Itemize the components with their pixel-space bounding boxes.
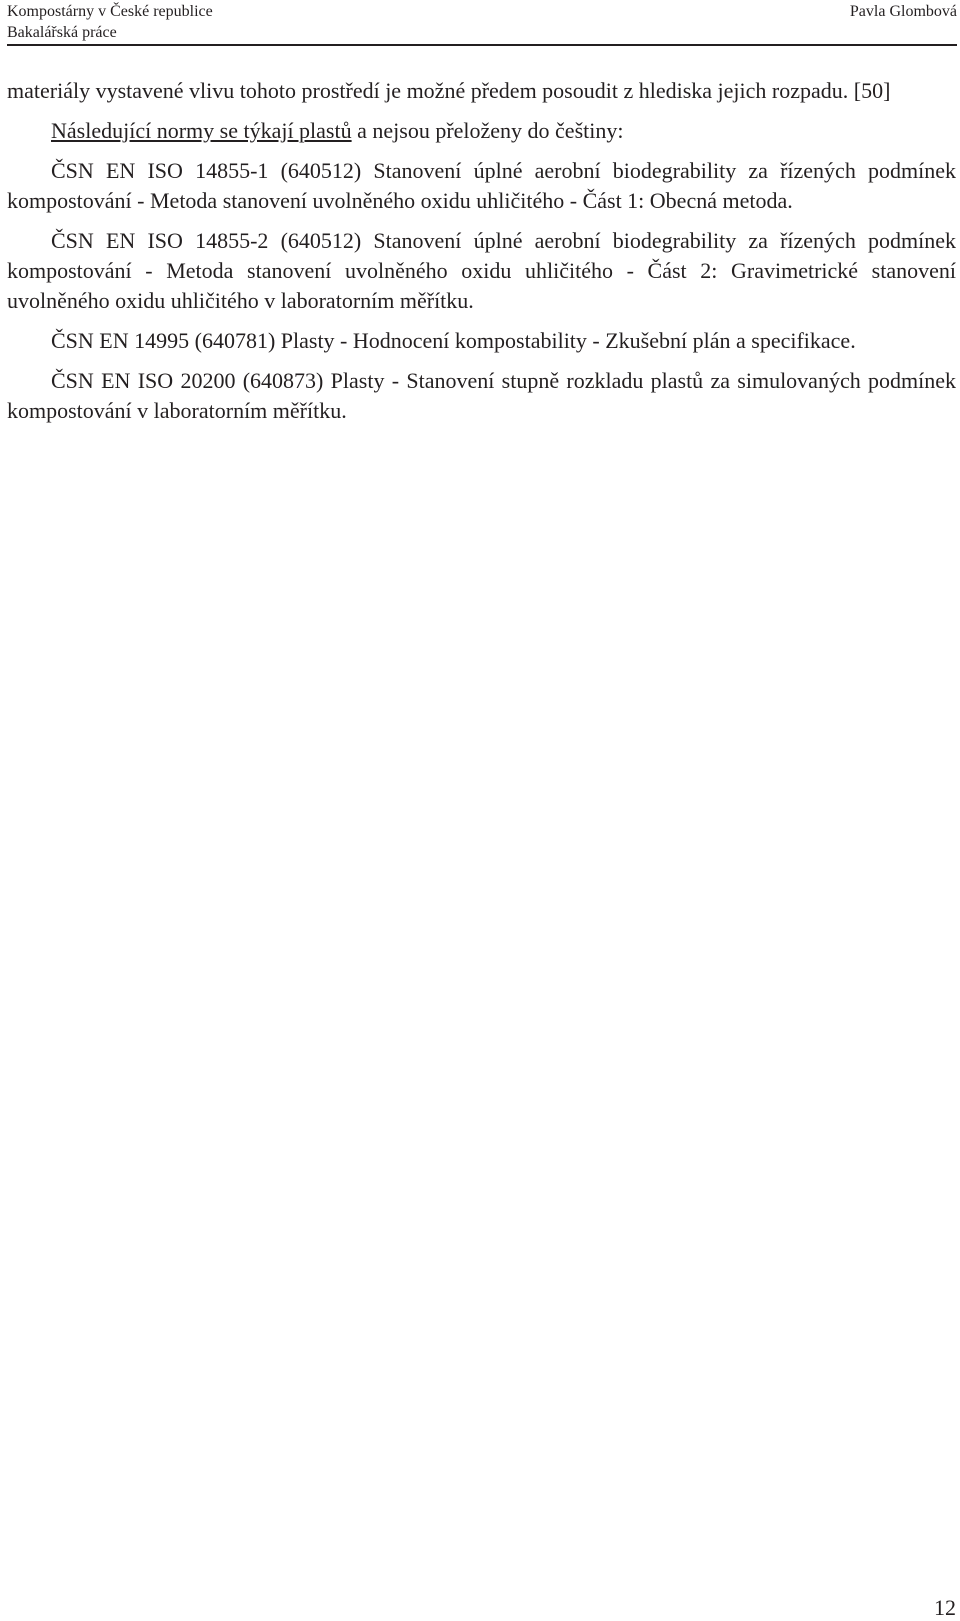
- header-title: Kompostárny v České republice: [7, 3, 213, 20]
- norm-20200: ČSN EN ISO 20200 (640873) Plasty - Stanovení stupně rozkladu plastů za simulovaných podmínek kompostování v laboratorním měřítku.: [7, 368, 956, 423]
- underlined-phrase: Následující normy se týkají plastů: [51, 118, 352, 143]
- norm-14855-2: ČSN EN ISO 14855-2 (640512) Stanovení úplné aerobní biodegrability za řízených podmínek kompostování - Metoda stanovení uvolněného oxidu uhličitého - Část 2: Gravimetrické stanovení uvolněného oxidu uhličitého v laboratorním měřítku.: [7, 228, 956, 313]
- page-header: [7, 2, 957, 46]
- paragraph-2: [7, 116, 956, 146]
- header-subtitle: Bakalářská práce: [7, 24, 117, 41]
- header-author: Pavla Glombová: [849, 3, 957, 20]
- norm-14855-1: ČSN EN ISO 14855-1 (640512) Stanovení úplné aerobní biodegrability za řízených podmínek kompostování - Metoda stanovení uvolněného oxidu uhličitého - Část 1: Obecná metoda.: [7, 158, 956, 213]
- norm-14995: ČSN EN 14995 (640781) Plasty - Hodnocení kompostability - Zkušební plán a specifikace.: [51, 328, 856, 353]
- document-body: [7, 76, 956, 436]
- paragraph-1: materiály vystavené vlivu tohoto prostředí je možné předem posoudit z hlediska jejich rozpadu. [50]: [7, 78, 891, 103]
- paragraph-2-rest: a nejsou přeloženy do češtiny:: [351, 118, 624, 143]
- page-number: 12: [934, 1595, 956, 1620]
